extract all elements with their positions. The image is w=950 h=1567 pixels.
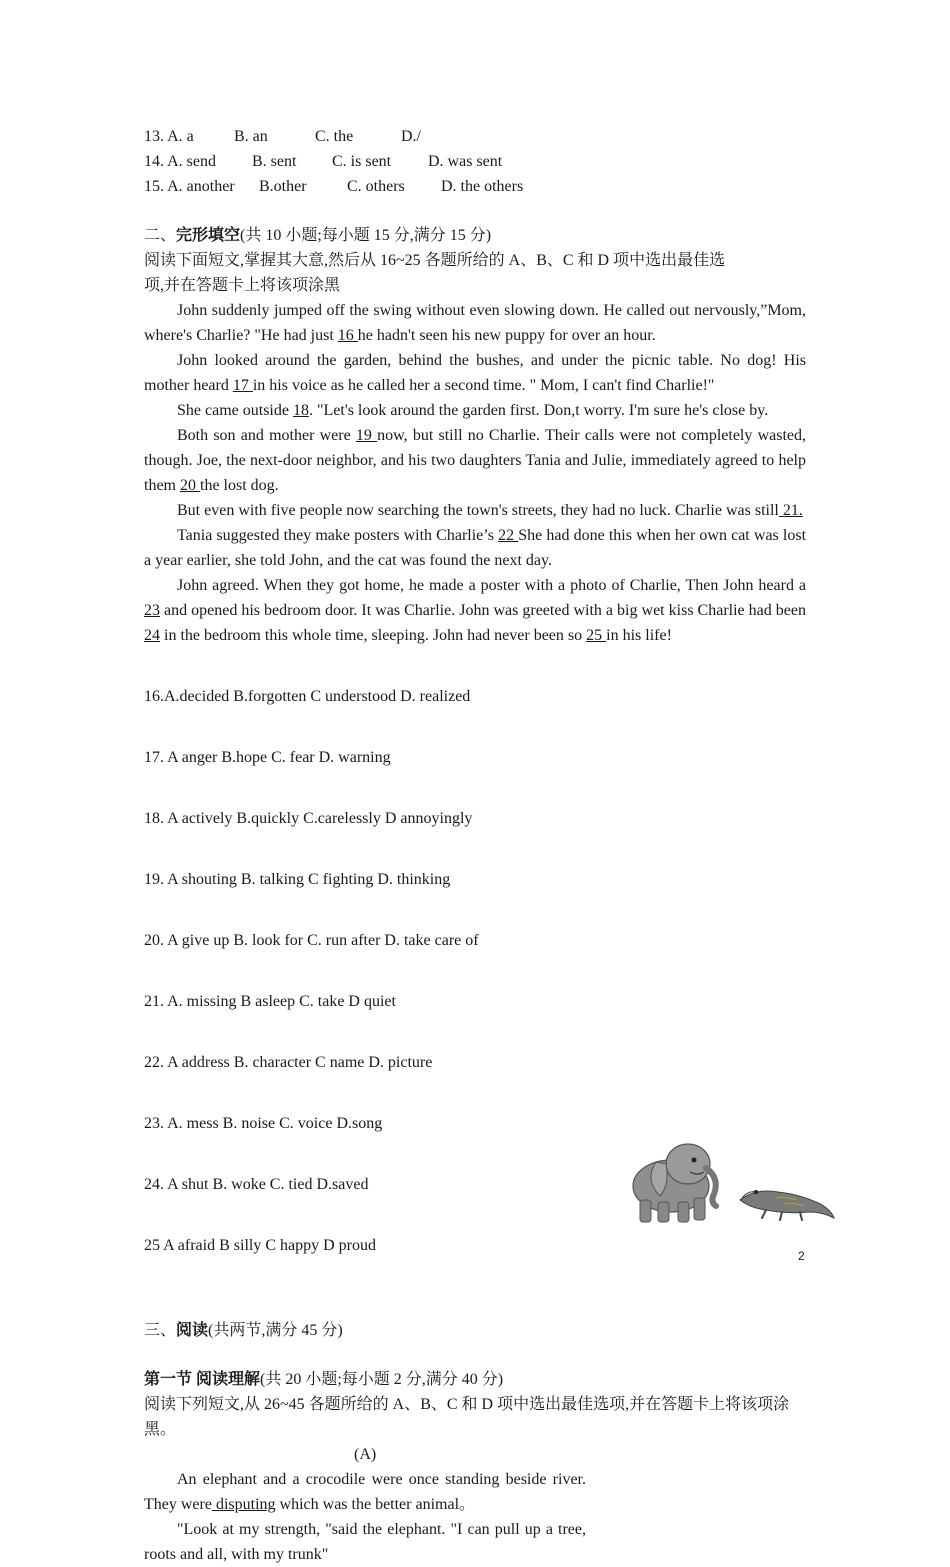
blank-19: 19 <box>355 427 378 444</box>
option-row: 22. A address B. character C name D. picture <box>144 1054 433 1071</box>
exam-page <box>144 124 806 1567</box>
option-row: 24. A shut B. woke C. tied D.saved <box>144 1176 369 1193</box>
paragraph: An elephant and a crocodile were once standing beside river. They were disputing which was the better animal。 <box>144 1471 586 1513</box>
part-1-title: 第一节 阅读理解 <box>144 1371 261 1388</box>
cloze-passage <box>144 298 806 648</box>
part-1-instructions: 阅读下列短文,从 26~45 各题所给的 A、B、C 和 D 项中选出最佳选项,并在答题卡上将该项涂黑。 <box>144 1396 790 1438</box>
illustration <box>626 1134 840 1230</box>
blank-20: 20 <box>180 477 200 494</box>
underlined-word: disputing <box>211 1496 276 1513</box>
option-row: 21. A. missing B asleep C. take D quiet <box>144 993 396 1010</box>
paragraph: Tania suggested they make posters with Charlie’s 22 She had done this when her own cat was lost a year earlier, she told John, and the cat was found the next day. <box>144 527 807 569</box>
elephant-icon <box>633 1144 716 1222</box>
paragraph: John looked around the garden, behind the bushes, and under the picnic table. No dog! His mother heard 17 in his voice as he called her a second time. " Mom, I can't find Charlie!" <box>144 352 806 394</box>
passage-label: (A) <box>354 1446 377 1463</box>
paragraph: Both son and mother were 19 now, but still no Charlie. Their calls were not completely wasted, though. Joe, the next-door neighbor, and his two daughters Tania and Julie, immediately agreed to help them 20 the lost dog. <box>144 427 807 494</box>
option-row: 18. A actively B.quickly C.carelessly D annoyingly <box>144 810 473 827</box>
section-3-title: 阅读 <box>176 1322 209 1339</box>
option-row-13: 13. A. a B. an C. the D./ <box>144 128 421 145</box>
option-row-14: 14. A. send B. sent C. is sent D. was sent <box>144 153 503 170</box>
page-number: 2 <box>798 1249 805 1263</box>
blank-22: 22 <box>498 527 519 544</box>
paragraph: But even with five people now searching the town's streets, they had no luck. Charlie was still 21. <box>177 502 803 519</box>
blank-21: 21. <box>778 502 803 519</box>
options-block-top <box>144 124 806 199</box>
option-row: 25 A afraid B silly C happy D proud <box>144 1237 376 1254</box>
blank-25: 25 <box>586 627 607 644</box>
reading-passage-a <box>144 1467 586 1567</box>
part-1-heading: 第一节 阅读理解(共 20 小题;每小题 2 分,满分 40 分) <box>144 1371 504 1388</box>
paragraph: "Look at my strength, "said the elephant. "I can pull up a tree, roots and all, with my trunk" <box>144 1521 586 1563</box>
blank-16: 16 <box>337 327 358 344</box>
section-2-instructions: 阅读下面短文,掌握其大意,然后从 16~25 各题所给的 A、B、C 和 D 项中选出最佳选 项,并在答题卡上将该项涂黑 <box>144 252 726 294</box>
paragraph: She came outside 18. "Let's look around the garden first. Don,t worry. I'm sure he's close by. <box>177 402 769 419</box>
option-row-15: 15. A. another B.other C. others D. the others <box>144 178 524 195</box>
option-row: 19. A shouting B. talking C fighting D. thinking <box>144 871 451 888</box>
option-row: 16.A.decided B.forgotten C understood D. realized <box>144 688 471 705</box>
crocodile-icon <box>740 1190 834 1220</box>
option-row: 23. A. mess B. noise C. voice D.song <box>144 1115 383 1132</box>
paragraph: John suddenly jumped off the swing without even slowing down. He called out nervously,”Mom, where's Charlie? "He had just 16 he hadn't seen his new puppy for over an hour. <box>144 302 806 344</box>
option-row: 17. A anger B.hope C. fear D. warning <box>144 749 391 766</box>
section-3-heading: 三、阅读(共两节,满分 45 分) <box>144 1322 343 1339</box>
blank-18: 18 <box>292 402 309 419</box>
section-2-heading: 二、完形填空(共 10 小题;每小题 15 分,满分 15 分) <box>144 227 492 244</box>
blank-17: 17 <box>232 377 253 394</box>
option-row: 20. A give up B. look for C. run after D. take care of <box>144 932 479 949</box>
blank-23: 23 <box>144 602 160 619</box>
blank-24: 24 <box>144 627 160 644</box>
paragraph: John agreed. When they got home, he made a poster with a photo of Charlie, Then John heard a 23 and opened his bedroom door. It was Charlie. John was greeted with a big wet kiss Charlie had been 24 in the bedroom this whole time, sleeping. John had never been so 25 in his life! <box>144 577 806 644</box>
section-2-title: 完形填空 <box>176 227 241 244</box>
